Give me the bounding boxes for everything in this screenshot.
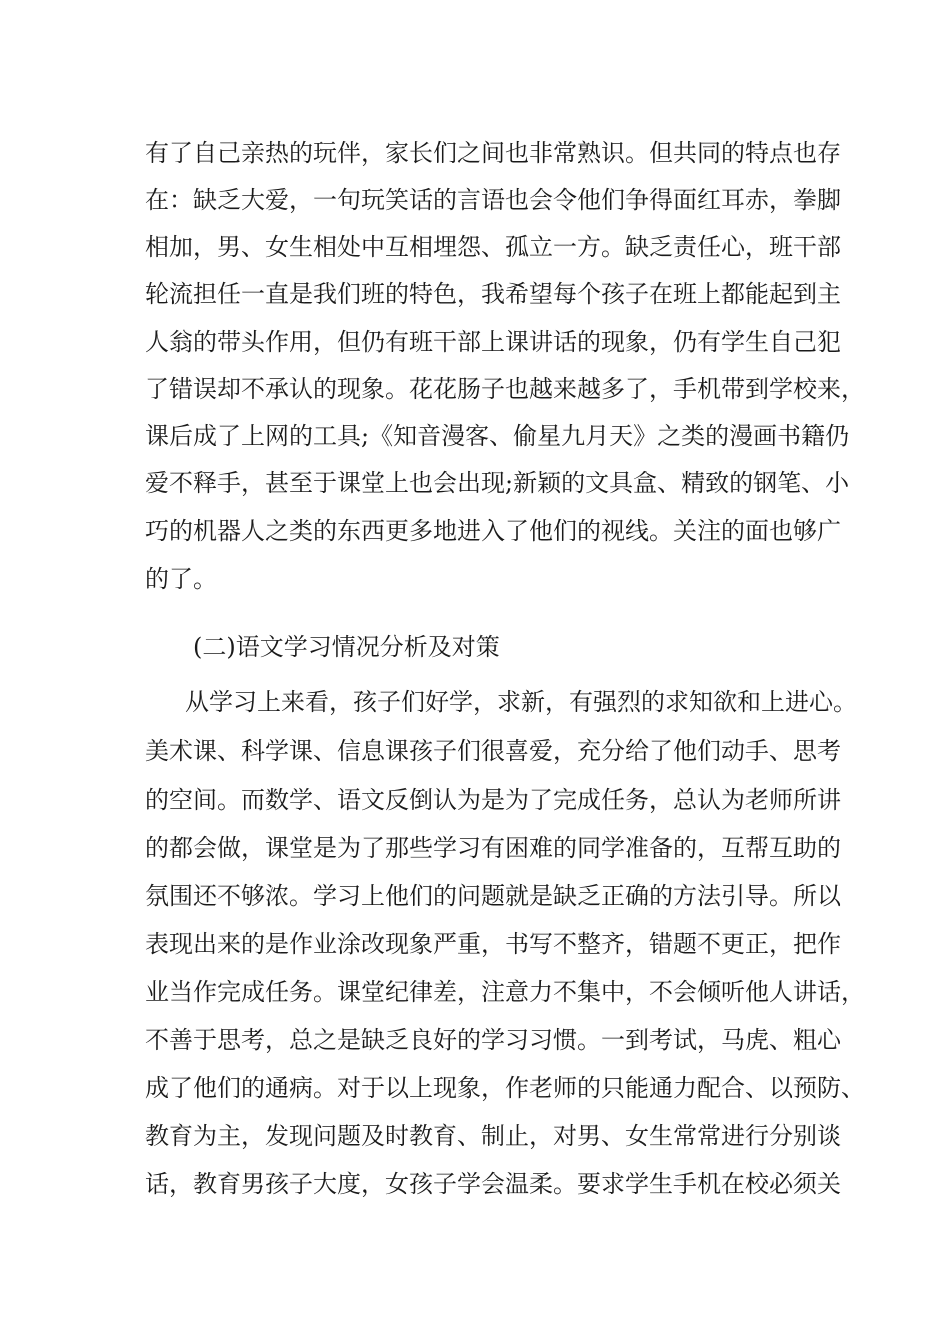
paragraph-line: 巧的机器人之类的东西更多地进入了他们的视线。关注的面也够广 bbox=[145, 517, 841, 545]
paragraph-line: 爱不释手，甚至于课堂上也会出现;新颖的文具盒、精致的钢笔、小 bbox=[145, 469, 850, 497]
paragraph-line: 表现出来的是作业涂改现象严重，书写不整齐，错题不更正，把作 bbox=[145, 930, 841, 958]
paragraph-line: 的都会做，课堂是为了那些学习有困难的同学准备的，互帮互助的 bbox=[145, 834, 841, 862]
paragraph-line: 有了自己亲热的玩伴，家长们之间也非常熟识。但共同的特点也存 bbox=[145, 139, 841, 167]
section-heading: (二)语文学习情况分析及对策 bbox=[193, 633, 500, 661]
paragraph-line: 课后成了上网的工具;《知音漫客、偷星九月天》之类的漫画书籍仍 bbox=[145, 422, 850, 450]
paragraph-line: 不善于思考，总之是缺乏良好的学习习惯。一到考试，马虎、粗心 bbox=[145, 1026, 841, 1054]
paragraph-line: 话，教育男孩子大度，女孩子学会温柔。要求学生手机在校必须关 bbox=[145, 1170, 841, 1198]
paragraph-line: 成了他们的通病。对于以上现象，作老师的只能通力配合、以预防、 bbox=[145, 1074, 865, 1102]
paragraph-line: 轮流担任一直是我们班的特色，我希望每个孩子在班上都能起到主 bbox=[145, 280, 841, 308]
paragraph-line: 相加，男、女生相处中互相埋怨、孤立一方。缺乏责任心，班干部 bbox=[145, 233, 841, 261]
paragraph-line: 氛围还不够浓。学习上他们的问题就是缺乏正确的方法引导。所以 bbox=[145, 882, 841, 910]
paragraph-line: 了错误却不承认的现象。花花肠子也越来越多了，手机带到学校来， bbox=[145, 375, 865, 403]
paragraph-line: 业当作完成任务。课堂纪律差，注意力不集中，不会倾听他人讲话， bbox=[145, 978, 865, 1006]
paragraph-line: 美术课、科学课、信息课孩子们很喜爱，充分给了他们动手、思考 bbox=[145, 737, 841, 765]
paragraph-line: 的空间。而数学、语文反倒认为是为了完成任务，总认为老师所讲 bbox=[145, 786, 841, 814]
paragraph-line: 从学习上来看，孩子们好学，求新，有强烈的求知欲和上进心。 bbox=[185, 688, 857, 716]
paragraph-line: 在：缺乏大爱，一句玩笑话的言语也会令他们争得面红耳赤，拳脚 bbox=[145, 186, 841, 214]
paragraph-line: 人翁的带头作用，但仍有班干部上课讲话的现象，仍有学生自己犯 bbox=[145, 328, 841, 356]
paragraph-line: 教育为主，发现问题及时教育、制止，对男、女生常常进行分别谈 bbox=[145, 1122, 841, 1150]
paragraph-line: 的了。 bbox=[145, 565, 217, 593]
